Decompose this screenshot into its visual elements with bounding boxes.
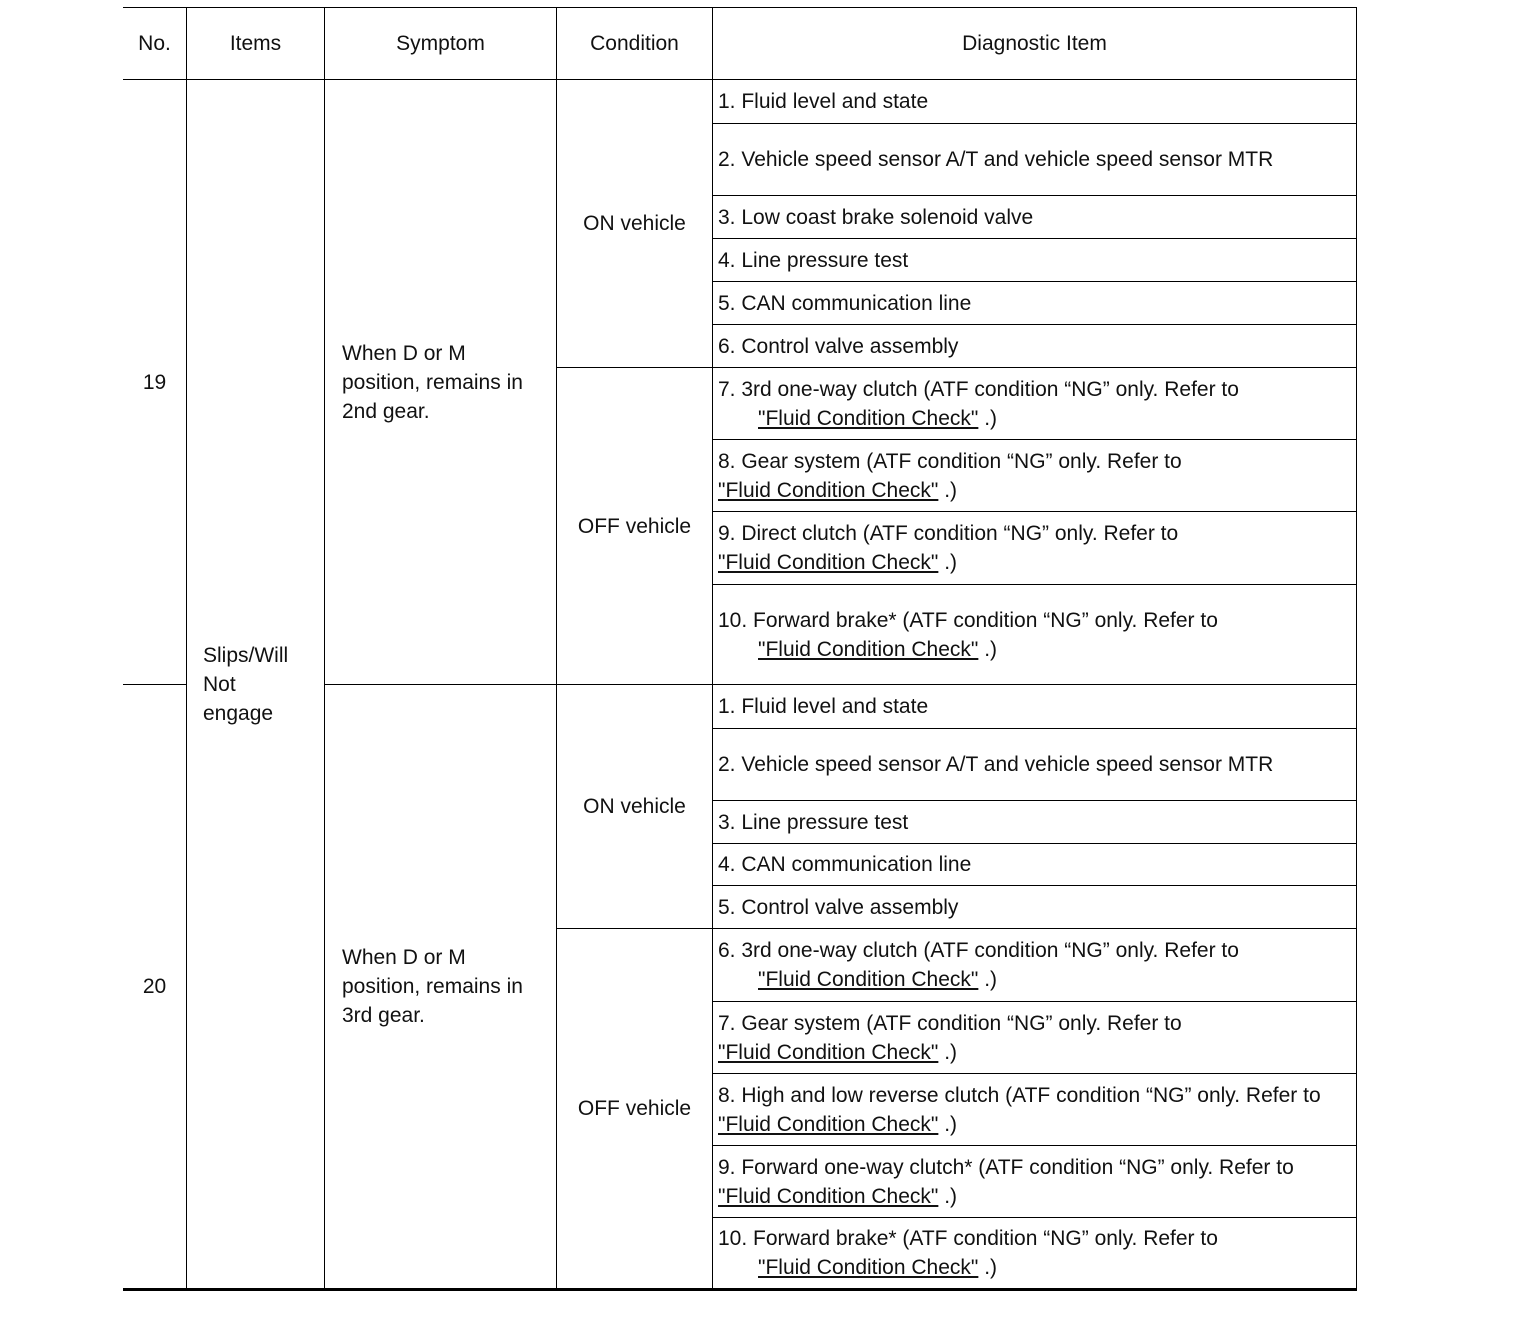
condition-on-vehicle [557, 685, 712, 928]
diagnostic-item-text: 3. Low coast brake solenoid valve [718, 205, 1034, 229]
header-diagnostic-item [713, 8, 1356, 79]
diagnostic-item [713, 1002, 1356, 1073]
diagnostic-item-post: .) [938, 1112, 958, 1136]
diagnostic-item-pre: 7. 3rd one-way clutch (ATF condition “NG” only. Refer to [718, 377, 1239, 401]
header-diagnostic-text: Diagnostic Item [962, 32, 1107, 55]
diagnostic-item-pre: 8. Gear system (ATF condition “NG” only. Refer to [718, 449, 1182, 473]
diagnostic-item [713, 729, 1356, 800]
diagnostic-item [713, 1218, 1356, 1288]
row-number-text: 20 [142, 975, 167, 998]
diagnostic-item-post: .) [938, 1184, 958, 1208]
diagnostic-item-pre: 10. Forward brake* (ATF condition “NG” only. Refer to [718, 608, 1218, 632]
diagnostic-item [713, 844, 1356, 885]
diagnostic-item-text [718, 936, 1239, 994]
diagnostic-item-text: 4. CAN communication line [718, 853, 972, 876]
diagnostic-item [713, 196, 1356, 238]
diagnostic-item-pre: 10. Forward brake* (ATF condition “NG” only. Refer to [718, 1227, 1218, 1250]
diagnostic-item-text [718, 1153, 1352, 1211]
condition-text: ON vehicle [583, 212, 686, 235]
diagnostic-item-post: .) [978, 637, 998, 661]
symptom-text: When D or M position, remains in 3rd gear. [342, 946, 523, 1027]
condition-text: ON vehicle [583, 795, 686, 818]
items-cell [187, 80, 324, 1288]
diagnostic-item [713, 886, 1356, 928]
diagnostic-item-text [718, 1224, 1218, 1282]
fluid-condition-check-link[interactable]: "Fluid Condition Check" [718, 551, 939, 574]
diagnostic-item-post: .) [978, 1256, 998, 1279]
header-items-text: Items [229, 32, 282, 55]
diagnostic-item-text: 2. Vehicle speed sensor A/T and vehicle speed sensor MTR [718, 753, 1274, 776]
diagnostic-item-text [718, 1081, 1352, 1139]
diagnostic-item [713, 801, 1356, 843]
diagnostic-item-pre: 8. High and low reverse clutch (ATF condition “NG” only. Refer to [718, 1083, 1321, 1107]
condition-on-vehicle [557, 80, 712, 367]
condition-off-vehicle [557, 368, 712, 684]
diagnostic-item-text [718, 375, 1239, 433]
diagnostic-table [123, 7, 1357, 1291]
diagnostic-item-post: .) [938, 478, 958, 502]
diagnostic-item [713, 929, 1356, 1001]
condition-off-vehicle [557, 929, 712, 1288]
diagnostic-item [713, 685, 1356, 728]
diagnostic-item-text: 6. Control valve assembly [718, 334, 959, 358]
diagnostic-item [713, 512, 1356, 584]
diagnostic-item-post: .) [978, 406, 998, 430]
condition-text: OFF vehicle [577, 514, 692, 538]
rule [1356, 7, 1357, 1290]
diagnostic-item-post: .) [978, 968, 998, 991]
items-text: Slips/Will Not engage [203, 643, 289, 725]
fluid-condition-check-link[interactable]: "Fluid Condition Check" [758, 968, 979, 991]
diagnostic-item-text: 1. Fluid level and state [718, 695, 929, 718]
fluid-condition-check-link[interactable]: "Fluid Condition Check" [758, 637, 979, 661]
row-number [123, 80, 186, 684]
condition-text: OFF vehicle [577, 1097, 692, 1120]
row-number [123, 685, 186, 1288]
fluid-condition-check-link[interactable]: "Fluid Condition Check" [718, 1040, 939, 1064]
diagnostic-item-text: 3. Line pressure test [718, 810, 909, 834]
diagnostic-item [713, 585, 1356, 684]
diagnostic-item-pre: 9. Forward one-way clutch* (ATF condition “NG” only. Refer to [718, 1155, 1294, 1179]
header-condition [557, 8, 712, 79]
diagnostic-item-post: .) [938, 1040, 958, 1064]
diagnostic-item [713, 80, 1356, 123]
diagnostic-item-text [718, 519, 1178, 577]
diagnostic-item [713, 440, 1356, 511]
diagnostic-item [713, 282, 1356, 324]
diagnostic-item-post: .) [938, 551, 958, 574]
header-no [123, 8, 186, 79]
diagnostic-item [713, 239, 1356, 281]
header-condition-text: Condition [590, 32, 679, 55]
header-symptom-text: Symptom [396, 32, 485, 55]
header-symptom [325, 8, 556, 79]
diagnostic-item-text: 5. Control valve assembly [718, 895, 959, 919]
diagnostic-item [713, 1146, 1356, 1217]
fluid-condition-check-link[interactable]: "Fluid Condition Check" [758, 406, 979, 430]
diagnostic-item [713, 368, 1356, 439]
diagnostic-item-pre: 9. Direct clutch (ATF condition “NG” only. Refer to [718, 522, 1179, 545]
diagnostic-item [713, 124, 1356, 195]
fluid-condition-check-link[interactable]: "Fluid Condition Check" [718, 1184, 939, 1208]
row-number-text: 19 [142, 370, 167, 394]
diagnostic-item-text: 4. Line pressure test [718, 248, 909, 272]
diagnostic-item-text: 1. Fluid level and state [718, 90, 929, 113]
diagnostic-item [713, 1074, 1356, 1145]
symptom-cell [325, 80, 556, 684]
fluid-condition-check-link[interactable]: "Fluid Condition Check" [758, 1256, 979, 1279]
diagnostic-item-text: 5. CAN communication line [718, 291, 972, 315]
diagnostic-item-text: 2. Vehicle speed sensor A/T and vehicle speed sensor MTR [718, 148, 1274, 171]
fluid-condition-check-link[interactable]: "Fluid Condition Check" [718, 1112, 939, 1136]
diagnostic-item-text [718, 606, 1218, 664]
rule [123, 1288, 1357, 1291]
header-items [187, 8, 324, 79]
diagnostic-item-text [718, 447, 1182, 505]
diagnostic-item-pre: 7. Gear system (ATF condition “NG” only. Refer to [718, 1011, 1182, 1035]
symptom-cell [325, 685, 556, 1288]
diagnostic-item-pre: 6. 3rd one-way clutch (ATF condition “NG” only. Refer to [718, 939, 1239, 962]
symptom-text: When D or M position, remains in 2nd gear. [342, 341, 523, 423]
fluid-condition-check-link[interactable]: "Fluid Condition Check" [718, 478, 939, 502]
diagnostic-item [713, 325, 1356, 367]
header-no-text: No. [138, 32, 171, 55]
diagnostic-item-text [718, 1009, 1182, 1067]
